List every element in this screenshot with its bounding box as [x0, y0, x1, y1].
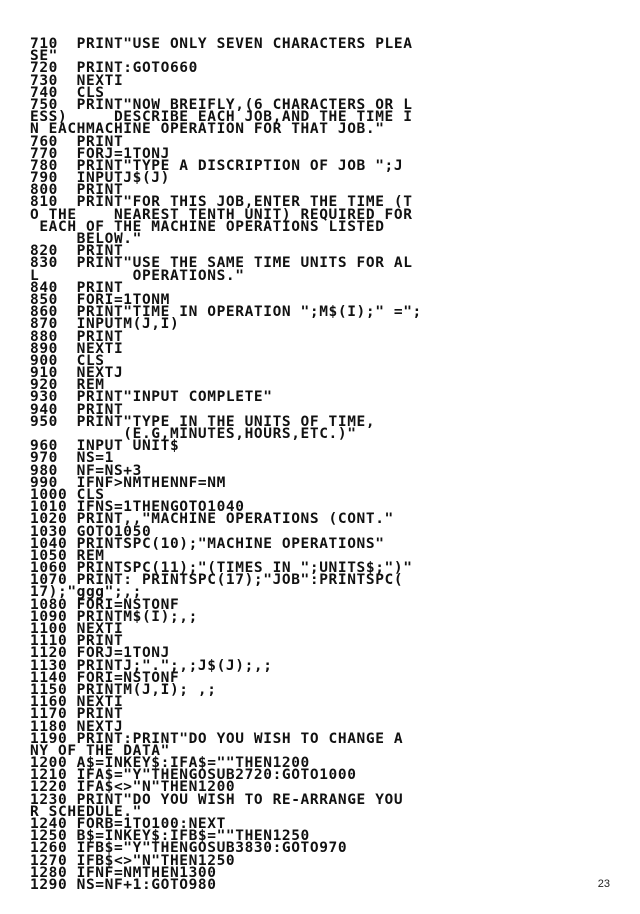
code-line: 1110 PRINT [30, 633, 124, 650]
code-line: 1220 IFA$<>"N"THEN1200 [30, 779, 236, 796]
code-line: 750 PRINT"NOW BREIFLY,(6 CHARACTERS OR L [30, 96, 413, 113]
code-line: R SCHEDULE." [30, 803, 142, 820]
basic-program-listing [30, 38, 610, 891]
code-line: 1270 IFB$<>"N"THEN1250 [30, 852, 236, 869]
code-line: 1100 NEXTI [30, 621, 124, 637]
code-line: 1200 A$=INKEY$:IFA$=""THEN1200 [30, 755, 310, 772]
code-line: 890 NEXTI [30, 340, 124, 357]
code-line: SE" [30, 48, 58, 65]
code-line: 1060 PRINTSPC(11);"(TIMES IN ";UNITS$;")" [30, 560, 413, 577]
code-line: 1040 PRINTSPC(10);"MACHINE OPERATIONS" [30, 535, 385, 552]
code-line: 860 PRINT"TIME IN OPERATION ";M$(I);" ="; [30, 304, 422, 321]
code-line: O THE NEAREST TENTH UNIT) REQUIRED FOR [30, 206, 413, 223]
code-line: 720 PRINT:GOTO660 [30, 60, 198, 77]
code-line: N EACHMACHINE OPERATION FOR THAT JOB." [30, 121, 385, 138]
code-line: ESS) DESCRIBE EACH JOB,AND THE TIME I [30, 109, 413, 126]
code-line: 1230 PRINT"DO YOU WISH TO RE-ARRANGE YOU [30, 791, 404, 808]
code-line: 980 NF=NS+3 [30, 462, 142, 479]
code-line: BELOW." [30, 231, 142, 247]
code-line: 740 CLS [30, 84, 105, 101]
code-line: 960 INPUT UNIT$ [30, 438, 180, 455]
code-line: 880 PRINT [30, 328, 124, 345]
code-line: 940 PRINT [30, 401, 124, 418]
code-line: 1260 IFB$="Y"THENGOSUB3830:GOTO970 [30, 840, 348, 857]
code-line: 1080 FORI=NSTONF [30, 596, 180, 613]
code-line: 1150 PRINTM(J,I); ,; [30, 681, 217, 698]
code-line: 1090 PRINTM$(I);,; [30, 608, 198, 625]
code-line: 800 PRINT [30, 182, 124, 199]
code-line: L OPERATIONS." [30, 267, 245, 284]
code-line: 1030 GOTO1050 [30, 523, 152, 540]
code-line: 760 PRINT [30, 133, 124, 150]
code-line: 1190 PRINT:PRINT"DO YOU WISH TO CHANGE A [30, 730, 404, 747]
code-line: 990 IFNF>NMTHENNF=NM [30, 474, 226, 491]
code-line: 1000 CLS [30, 486, 105, 503]
code-line: 1290 NS=NF+1:GOTO980 [30, 876, 217, 893]
code-line: (E.G,MINUTES,HOURS,ETC.)" [30, 426, 357, 442]
code-line: 1180 NEXTJ [30, 718, 124, 735]
code-line: 790 INPUTJ$(J) [30, 170, 170, 187]
code-line: 1170 PRINT [30, 706, 124, 723]
code-line: 850 FORI=1TONM [30, 291, 170, 308]
code-line: 1010 IFNS=1THENGOTO1040 [30, 499, 245, 516]
code-line: 730 NEXTI [30, 72, 124, 89]
code-line: 910 NEXTJ [30, 365, 124, 382]
code-line: 830 PRINT"USE THE SAME TIME UNITS FOR AL [30, 255, 413, 272]
code-line: 1160 NEXTI [30, 694, 124, 711]
code-line: 810 PRINT"FOR THIS JOB,ENTER THE TIME (T [30, 194, 413, 211]
page-number: 23 [597, 878, 610, 890]
code-line: 1020 PRINT,,"MACHINE OPERATIONS (CONT." [30, 511, 394, 528]
code-line: 1240 FORB=1TO100:NEXT [30, 816, 226, 832]
code-line: 920 REM [30, 377, 105, 394]
code-line: 1070 PRINT: PRINTSPC(17);"JOB":PRINTSPC( [30, 572, 404, 589]
code-line: 17);"ggg";,; [30, 584, 142, 601]
code-line: 930 PRINT"INPUT COMPLETE" [30, 389, 273, 406]
code-line: 780 PRINT"TYPE A DISCRIPTION OF JOB ";J [30, 157, 404, 174]
code-line: 840 PRINT [30, 279, 124, 296]
code-line: 950 PRINT"TYPE IN THE UNITS OF TIME, [30, 413, 376, 430]
code-line: 820 PRINT [30, 243, 124, 260]
code-line: EACH OF THE MACHINE OPERATIONS LISTED [30, 218, 385, 235]
code-line: 1050 REM [30, 547, 105, 564]
code-line: 1120 FORJ=1TONJ [30, 645, 170, 662]
code-line: 900 CLS [30, 352, 105, 369]
code-line: 1210 IFA$="Y"THENGOSUB2720:GOTO1000 [30, 767, 357, 784]
code-line: 970 NS=1 [30, 450, 114, 467]
code-line: NY OF THE DATA" [30, 742, 170, 759]
code-line: 870 INPUTM(J,I) [30, 316, 180, 333]
code-line: 710 PRINT"USE ONLY SEVEN CHARACTERS PLEA [30, 36, 413, 52]
code-line: 1130 PRINTJ;".";,;J$(J);,; [30, 657, 273, 674]
code-line: 770 FORJ=1TONJ [30, 145, 170, 162]
code-line: 1250 B$=INKEY$:IFB$=""THEN1250 [30, 828, 310, 845]
code-line: 1280 IFNF=NMTHEN1300 [30, 864, 217, 881]
code-line: 1140 FORI=NSTONF [30, 669, 180, 686]
